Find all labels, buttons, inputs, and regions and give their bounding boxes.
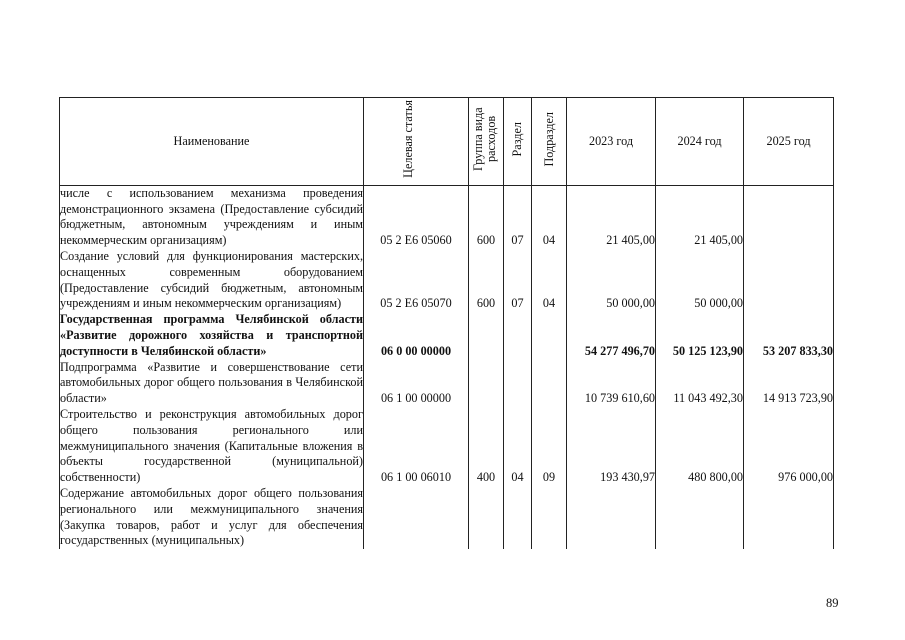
row-code: 05 2 Е6 05060 [364,185,469,249]
row-2023 [567,486,656,549]
row-2025 [744,185,834,249]
row-name: Строительство и реконструкция автомобильных дорог общего пользования регионального или межмуниципального значения (Капитальные вложения в объекты государственной (муниципальной) собственности) [60,406,363,485]
row-group: 600 [469,185,504,249]
header-expense-group: Группа вида расходов [471,107,498,171]
table-row [60,312,834,359]
row-group [469,486,504,549]
row-2023: 54 277 496,70 [567,312,656,359]
row-group [469,312,504,359]
row-section [504,312,532,359]
row-name: Подпрограмма «Развитие и совершенствование сети автомобильных дорог общего пользования в Челябинской области» [60,359,363,406]
row-2023: 21 405,00 [567,185,656,249]
row-2025: 14 913 723,90 [744,360,834,407]
table-row [60,185,834,249]
row-name: Создание условий для функционирования мастерских, оснащенных современным оборудованием (Предоставление субсидий бюджетным, автономным учреждениям и иным некоммерческим организациям) [60,248,363,311]
row-2025 [744,486,834,549]
row-name: числе с использованием механизма проведения демонстрационного экзамена (Предоставление субсидий бюджетным, автономным учреждениям и иным некоммерческим организациям) [60,185,363,248]
row-2024: 50 000,00 [656,249,744,312]
row-section [504,360,532,407]
row-name: Содержание автомобильных дорог общего пользования регионального или межмуниципального значения (Закупка товаров, работ и услуг для обеспечения государственных (муниципальных) [60,485,363,548]
header-subsection: Подраздел [541,111,556,167]
row-subsection: 04 [532,185,567,249]
row-subsection: 09 [532,407,567,486]
row-2025: 53 207 833,30 [744,312,834,359]
row-code: 06 0 00 00000 [364,312,469,359]
header-name: Наименование [60,98,364,186]
row-2024: 21 405,00 [656,185,744,249]
header-section: Раздел [510,121,524,157]
row-2024: 50 125 123,90 [656,312,744,359]
row-2023: 10 739 610,60 [567,360,656,407]
row-code: 05 2 Е6 05070 [364,249,469,312]
row-group: 400 [469,407,504,486]
row-subsection: 04 [532,249,567,312]
row-section: 07 [504,249,532,312]
page-number: 89 [826,596,839,610]
row-2024 [656,486,744,549]
table-row [60,249,834,312]
row-section [504,486,532,549]
table-row [60,407,834,486]
row-group: 600 [469,249,504,312]
budget-table [59,97,834,549]
row-code [364,486,469,549]
header-2023: 2023 год [567,98,656,186]
row-name: Государственная программа Челябинской области «Развитие дорожного хозяйства и транспортной доступности в Челябинской области» [60,312,363,358]
row-subsection [532,312,567,359]
row-code: 06 1 00 00000 [364,360,469,407]
header-target-article: Целевая статья [401,100,415,178]
row-code: 06 1 00 06010 [364,407,469,486]
header-2025: 2025 год [744,98,834,186]
header-2024: 2024 год [656,98,744,186]
table-row [60,360,834,407]
table-row [60,486,834,549]
row-2024: 480 800,00 [656,407,744,486]
header-row [60,98,834,186]
row-2025: 976 000,00 [744,407,834,486]
row-section: 07 [504,185,532,249]
row-subsection [532,486,567,549]
row-2025 [744,249,834,312]
row-2023: 193 430,97 [567,407,656,486]
row-subsection [532,360,567,407]
row-group [469,360,504,407]
row-2023: 50 000,00 [567,249,656,312]
row-2024: 11 043 492,30 [656,360,744,407]
row-section: 04 [504,407,532,486]
